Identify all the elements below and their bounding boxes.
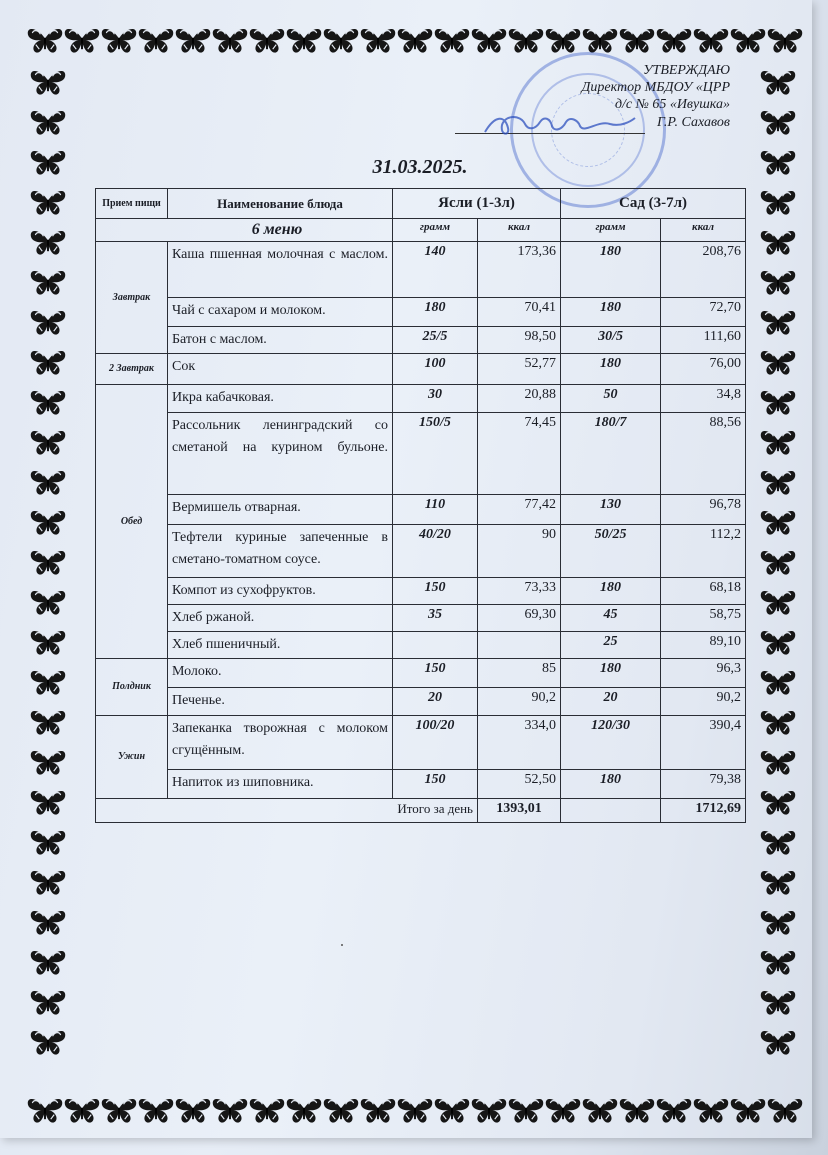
handwritten-signature — [480, 110, 640, 140]
kindergarten-kcal: 112,2 — [661, 525, 746, 578]
butterfly-icon — [361, 29, 396, 53]
butterfly-icon — [620, 1099, 655, 1123]
menu-row — [96, 413, 746, 495]
dish-name: Батон с маслом. — [168, 327, 393, 354]
nursery-grams: 150 — [393, 659, 478, 688]
menu-row — [96, 242, 746, 298]
menu-row — [96, 495, 746, 525]
kindergarten-kcal: 58,75 — [661, 605, 746, 632]
nursery-grams: 180 — [393, 298, 478, 327]
butterfly-icon — [31, 311, 66, 335]
nursery-grams: 110 — [393, 495, 478, 525]
menu-row — [96, 354, 746, 385]
nursery-kcal — [478, 632, 561, 659]
total-label: Итого за день — [96, 799, 478, 823]
butterfly-icon — [761, 191, 796, 215]
butterfly-icon — [31, 71, 66, 95]
nursery-total-kcal: 1393,01 — [478, 799, 561, 823]
kindergarten-kcal: 34,8 — [661, 385, 746, 413]
kindergarten-kcal: 111,60 — [661, 327, 746, 354]
nursery-kcal: 90 — [478, 525, 561, 578]
butterfly-icon — [761, 511, 796, 535]
dish-name: Компот из сухофруктов. — [168, 578, 393, 605]
kindergarten-grams: 180 — [561, 770, 661, 799]
kindergarten-grams: 180 — [561, 298, 661, 327]
meal-name: Полдник — [96, 659, 168, 716]
butterfly-icon — [761, 631, 796, 655]
nursery-group-header: Ясли (1-3л) — [393, 189, 561, 219]
dish-name: Сок — [168, 354, 393, 385]
butterfly-icon — [620, 29, 655, 53]
butterfly-icon — [28, 29, 63, 53]
butterfly-icon — [761, 71, 796, 95]
kindergarten-kcal: 88,56 — [661, 413, 746, 495]
butterfly-icon — [102, 1099, 137, 1123]
dish-name: Каша пшенная молочная с маслом. — [168, 242, 393, 298]
kindergarten-grams: 120/30 — [561, 716, 661, 770]
butterfly-icon — [31, 551, 66, 575]
dish-name: Рассольник ленинградский со сметаной на курином бульоне. — [168, 413, 393, 495]
butterfly-icon — [761, 231, 796, 255]
nursery-grams: 150 — [393, 770, 478, 799]
menu-row — [96, 578, 746, 605]
butterfly-icon — [31, 471, 66, 495]
dish-name: Тефтели куриные запеченные в сметано-томатном соусе. — [168, 525, 393, 578]
butterfly-icon — [31, 711, 66, 735]
butterfly-icon — [31, 871, 66, 895]
kindergarten-grams: 180/7 — [561, 413, 661, 495]
kindergarten-kcal: 79,38 — [661, 770, 746, 799]
menu-row — [96, 659, 746, 688]
nursery-kcal: 74,45 — [478, 413, 561, 495]
kindergarten-grams: 50 — [561, 385, 661, 413]
butterfly-icon — [398, 29, 433, 53]
nursery-kcal: 52,50 — [478, 770, 561, 799]
butterfly-icon — [361, 1099, 396, 1123]
butterfly-icon — [176, 29, 211, 53]
butterfly-icon — [65, 1099, 100, 1123]
kindergarten-kcal: 90,2 — [661, 688, 746, 716]
kindergarten-kcal: 96,78 — [661, 495, 746, 525]
kindergarten-kcal: 390,4 — [661, 716, 746, 770]
nursery-grams: 150/5 — [393, 413, 478, 495]
nursery-kcal: 98,50 — [478, 327, 561, 354]
butterfly-icon — [31, 1031, 66, 1055]
meal-name: Обед — [96, 385, 168, 659]
butterfly-icon — [31, 751, 66, 775]
butterfly-icon — [287, 1099, 322, 1123]
butterfly-icon — [250, 29, 285, 53]
butterfly-icon — [31, 591, 66, 615]
butterfly-icon — [31, 271, 66, 295]
approval-block — [455, 62, 730, 142]
butterfly-icon — [583, 1099, 618, 1123]
butterfly-icon — [768, 1099, 803, 1123]
nursery-kcal: 20,88 — [478, 385, 561, 413]
butterfly-icon — [761, 1031, 796, 1055]
dish-name: Запеканка творожная с молоком сгущённым. — [168, 716, 393, 770]
dish-name: Печенье. — [168, 688, 393, 716]
kindergarten-grams: 30/5 — [561, 327, 661, 354]
kindergarten-total-gram-empty — [561, 799, 661, 823]
nursery-kcal: 73,33 — [478, 578, 561, 605]
menu-row — [96, 770, 746, 799]
dish-name: Чай с сахаром и молоком. — [168, 298, 393, 327]
approval-director-name: Г.Р. Сахавов — [657, 115, 730, 130]
butterfly-icon — [250, 1099, 285, 1123]
butterfly-icon — [31, 111, 66, 135]
butterfly-icon — [31, 791, 66, 815]
butterfly-icon — [761, 871, 796, 895]
menu-row — [96, 298, 746, 327]
kindergarten-grams: 20 — [561, 688, 661, 716]
butterfly-icon — [731, 29, 766, 53]
kindergarten-kcal-header: ккал — [661, 219, 746, 242]
butterfly-icon — [761, 671, 796, 695]
meal-name: Ужин — [96, 716, 168, 799]
kindergarten-kcal: 208,76 — [661, 242, 746, 298]
nursery-kcal: 90,2 — [478, 688, 561, 716]
kindergarten-grams: 130 — [561, 495, 661, 525]
butterfly-icon — [583, 29, 618, 53]
butterfly-icon — [31, 351, 66, 375]
table-header-row — [96, 189, 746, 219]
butterfly-icon — [31, 991, 66, 1015]
kindergarten-kcal: 72,70 — [661, 298, 746, 327]
butterfly-icon — [287, 29, 322, 53]
dish-name: Вермишель отварная. — [168, 495, 393, 525]
butterfly-icon — [657, 29, 692, 53]
nursery-kcal: 173,36 — [478, 242, 561, 298]
butterfly-icon — [31, 431, 66, 455]
kindergarten-grams: 25 — [561, 632, 661, 659]
kindergarten-gram-header: грамм — [561, 219, 661, 242]
butterfly-icon — [768, 29, 803, 53]
butterfly-icon — [31, 511, 66, 535]
butterfly-icon — [761, 551, 796, 575]
kindergarten-grams: 180 — [561, 242, 661, 298]
nursery-grams: 30 — [393, 385, 478, 413]
butterfly-icon — [761, 791, 796, 815]
butterfly-icon — [657, 1099, 692, 1123]
butterfly-icon — [139, 29, 174, 53]
nursery-kcal-header: ккал — [478, 219, 561, 242]
kindergarten-kcal: 76,00 — [661, 354, 746, 385]
dish-name: Хлеб пшеничный. — [168, 632, 393, 659]
butterfly-icon — [139, 1099, 174, 1123]
butterfly-icon — [31, 231, 66, 255]
butterfly-icon — [761, 591, 796, 615]
meal-name: 2 Завтрак — [96, 354, 168, 385]
dish-name: Молоко. — [168, 659, 393, 688]
kindergarten-total-kcal: 1712,69 — [661, 799, 746, 823]
menu-row — [96, 605, 746, 632]
nursery-grams: 20 — [393, 688, 478, 716]
butterfly-icon — [213, 1099, 248, 1123]
butterfly-icon — [324, 1099, 359, 1123]
butterfly-icon — [324, 29, 359, 53]
menu-number-label: 6 меню — [96, 219, 393, 242]
butterfly-icon — [761, 831, 796, 855]
nursery-kcal: 52,77 — [478, 354, 561, 385]
butterfly-icon — [761, 111, 796, 135]
nursery-grams: 100/20 — [393, 716, 478, 770]
butterfly-icon — [176, 1099, 211, 1123]
butterfly-icon — [65, 29, 100, 53]
butterfly-icon — [509, 29, 544, 53]
dish-name: Хлеб ржаной. — [168, 605, 393, 632]
dish-column-header: Наименование блюда — [168, 189, 393, 219]
nursery-kcal: 334,0 — [478, 716, 561, 770]
menu-row — [96, 327, 746, 354]
butterfly-icon — [31, 151, 66, 175]
butterfly-icon — [31, 831, 66, 855]
nursery-kcal: 77,42 — [478, 495, 561, 525]
menu-date: 31.03.2025. — [372, 156, 468, 178]
butterfly-icon — [31, 671, 66, 695]
butterfly-icon — [435, 1099, 470, 1123]
butterfly-icon — [731, 1099, 766, 1123]
butterfly-icon — [472, 29, 507, 53]
nursery-kcal: 70,41 — [478, 298, 561, 327]
kindergarten-grams: 180 — [561, 354, 661, 385]
butterfly-icon — [694, 29, 729, 53]
butterfly-icon — [761, 311, 796, 335]
butterfly-icon — [28, 1099, 63, 1123]
butterfly-icon — [31, 911, 66, 935]
butterfly-icon — [761, 991, 796, 1015]
butterfly-icon — [694, 1099, 729, 1123]
kindergarten-grams: 45 — [561, 605, 661, 632]
butterfly-icon — [509, 1099, 544, 1123]
approval-title: УТВЕРЖДАЮ — [643, 63, 730, 78]
nursery-grams: 140 — [393, 242, 478, 298]
approval-position: Директор МБДОУ «ЦРР — [581, 80, 730, 95]
meal-name: Завтрак — [96, 242, 168, 354]
butterfly-icon — [761, 431, 796, 455]
butterfly-icon — [546, 1099, 581, 1123]
kindergarten-kcal: 68,18 — [661, 578, 746, 605]
dish-name: Икра кабачковая. — [168, 385, 393, 413]
paper-speck — [341, 944, 343, 946]
nursery-kcal: 85 — [478, 659, 561, 688]
butterfly-icon — [761, 151, 796, 175]
menu-row — [96, 385, 746, 413]
nursery-grams: 100 — [393, 354, 478, 385]
butterfly-icon — [761, 751, 796, 775]
menu-table — [95, 188, 746, 823]
meal-column-header: Прием пищи — [96, 189, 168, 219]
butterfly-icon — [31, 391, 66, 415]
butterfly-icon — [761, 391, 796, 415]
butterfly-icon — [761, 951, 796, 975]
butterfly-icon — [546, 29, 581, 53]
butterfly-icon — [213, 29, 248, 53]
butterfly-icon — [761, 471, 796, 495]
kindergarten-grams: 180 — [561, 578, 661, 605]
approval-organization: д/с № 65 «Ивушка» — [614, 97, 730, 112]
kindergarten-grams: 180 — [561, 659, 661, 688]
nursery-grams: 25/5 — [393, 327, 478, 354]
kindergarten-group-header: Сад (3-7л) — [561, 189, 746, 219]
butterfly-icon — [31, 951, 66, 975]
total-row — [96, 799, 746, 823]
nursery-kcal: 69,30 — [478, 605, 561, 632]
nursery-gram-header: грамм — [393, 219, 478, 242]
butterfly-icon — [472, 1099, 507, 1123]
butterfly-icon — [761, 911, 796, 935]
dish-name: Напиток из шиповника. — [168, 770, 393, 799]
kindergarten-kcal: 96,3 — [661, 659, 746, 688]
menu-row — [96, 716, 746, 770]
nursery-grams: 150 — [393, 578, 478, 605]
menu-row — [96, 525, 746, 578]
menu-row — [96, 632, 746, 659]
butterfly-icon — [398, 1099, 433, 1123]
menu-row — [96, 688, 746, 716]
nursery-grams: 35 — [393, 605, 478, 632]
butterfly-icon — [761, 351, 796, 375]
butterfly-icon — [102, 29, 137, 53]
butterfly-icon — [761, 711, 796, 735]
nursery-grams: 40/20 — [393, 525, 478, 578]
kindergarten-kcal: 89,10 — [661, 632, 746, 659]
kindergarten-grams: 50/25 — [561, 525, 661, 578]
butterfly-icon — [435, 29, 470, 53]
table-subheader-row — [96, 219, 746, 242]
butterfly-icon — [31, 631, 66, 655]
butterfly-icon — [31, 191, 66, 215]
butterfly-icon — [761, 271, 796, 295]
nursery-grams — [393, 632, 478, 659]
